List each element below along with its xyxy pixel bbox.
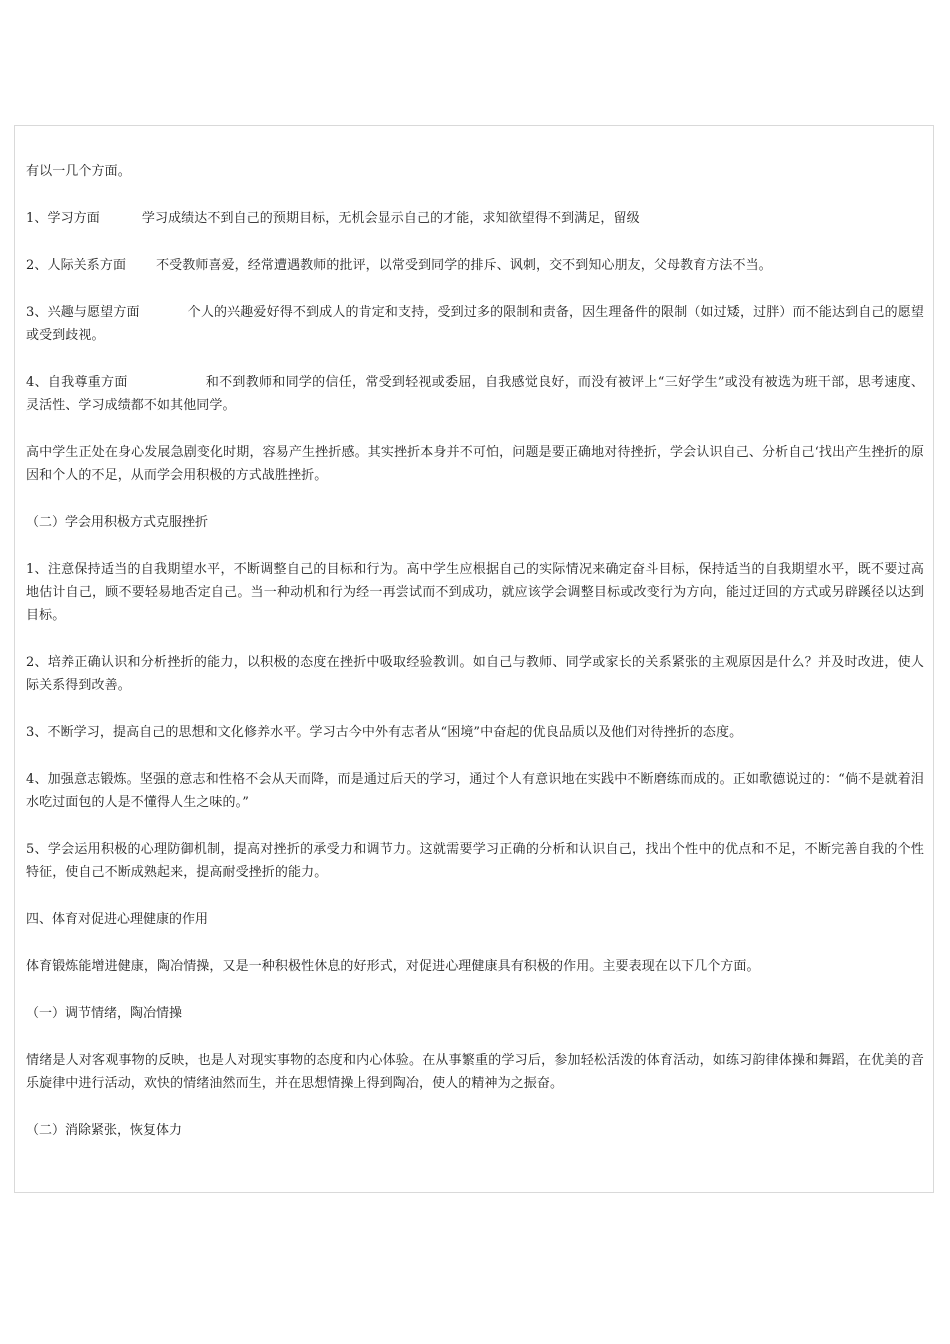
- paragraph-self-esteem-aspect: [26, 371, 924, 417]
- item-text: 不受教师喜爱，经常遭遇教师的批评，以常受到同学的排斥、讽刺，交不到知心朋友，父母教育方法不当。: [156, 258, 772, 273]
- paragraph-method-4: 4、加强意志锻炼。坚强的意志和性格不会从天而降，而是通过后天的学习，通过个人有意识地在实践中不断磨练而成的。正如歌德说过的：“倘不是就着泪水吃过面包的人是不懂得人生之味的。”: [26, 772, 924, 810]
- paragraph-method-1: 1、注意保持适当的自我期望水平，不断调整自己的目标和行为。高中学生应根据自己的实际情况来确定奋斗目标，保持适当的自我期望水平，既不要过高地估计自己，顾不要轻易地否定自己。当一种动机和行为经一再尝试而不到成功，就应该学会调整目标或改变行为方向，能过迂回的方式或另辟蹊径以达到目标。: [26, 562, 924, 623]
- item-label: 3、兴趣与愿望方面: [26, 305, 140, 320]
- paragraph-method-5: 5、学会运用积极的心理防御机制，提高对挫折的承受力和调节力。这就需要学习正确的分析和认识自己，找出个性中的优点和不足，不断完善自我的个性特征，使自己不断成熟起来，提高耐受挫折的能力。: [26, 842, 924, 880]
- item-text: 和不到教师和同学的信任，常受到轻视或委屈，自我感觉良好，而没有被评上“三好学生”或没有被选为班干部，思考速度、灵活性、学习成绩都不如其他同学。: [26, 375, 925, 413]
- document-page: [14, 125, 934, 1193]
- paragraph-emotion: 情绪是人对客观事物的反映，也是人对现实事物的态度和内心体验。在从事繁重的学习后，参加轻松活泼的体育活动，如练习韵律体操和舞蹈，在优美的音乐旋律中进行活动，欢快的情绪油然而生，并在思想情操上得到陶冶，使人的精神为之振奋。: [26, 1053, 924, 1091]
- section-heading-sports: 四、体育对促进心理健康的作用: [26, 912, 209, 927]
- paragraph-relations-aspect: [26, 254, 924, 277]
- paragraph-sports-intro: 体育锻炼能增进健康，陶冶情操，又是一种积极性休息的好形式，对促进心理健康具有积极的作用。主要表现在以下几个方面。: [26, 959, 760, 974]
- subheading-emotion: （一）调节情绪，陶冶情操: [26, 1006, 183, 1021]
- paragraph-frustration-summary: 高中学生正处在身心发展急剧变化时期，容易产生挫折感。其实挫折本身并不可怕，问题是要正确地对待挫折，学会认识自己、分析自己‘找出产生挫折的原因和个人的不足，从而学会用积极的方式战胜挫折。: [26, 445, 924, 483]
- paragraph-method-3: 3、不断学习，提高自己的思想和文化修养水平。学习古今中外有志者从“困境”中奋起的优良品质以及他们对待挫折的态度。: [26, 725, 743, 740]
- paragraph-intro: 有以一几个方面。: [26, 164, 131, 179]
- paragraph-study-aspect: [26, 207, 924, 230]
- paragraph-method-2: 2、培养正确认识和分析挫折的能力，以积极的态度在挫折中吸取经验教训。如自己与教师、同学或家长的关系紧张的主观原因是什么？并及时改进，使人际关系得到改善。: [26, 655, 924, 693]
- item-text: 个人的兴趣爱好得不到成人的肯定和支持，受到过多的限制和责备，因生理备件的限制（如过矮，过胖）而不能达到自己的愿望或受到歧视。: [26, 305, 924, 343]
- item-label: 2、人际关系方面: [26, 258, 127, 273]
- item-text: 学习成绩达不到自己的预期目标，无机会显示自己的才能，求知欲望得不到满足，留级: [141, 211, 640, 226]
- paragraph-interest-aspect: [26, 301, 924, 347]
- item-label: 4、自我尊重方面: [26, 375, 128, 390]
- item-label: 1、学习方面: [26, 211, 100, 226]
- subheading-relieve-tension: （二）消除紧张，恢复体力: [26, 1123, 183, 1138]
- section-heading-overcome: （二）学会用积极方式克服挫折: [26, 515, 209, 530]
